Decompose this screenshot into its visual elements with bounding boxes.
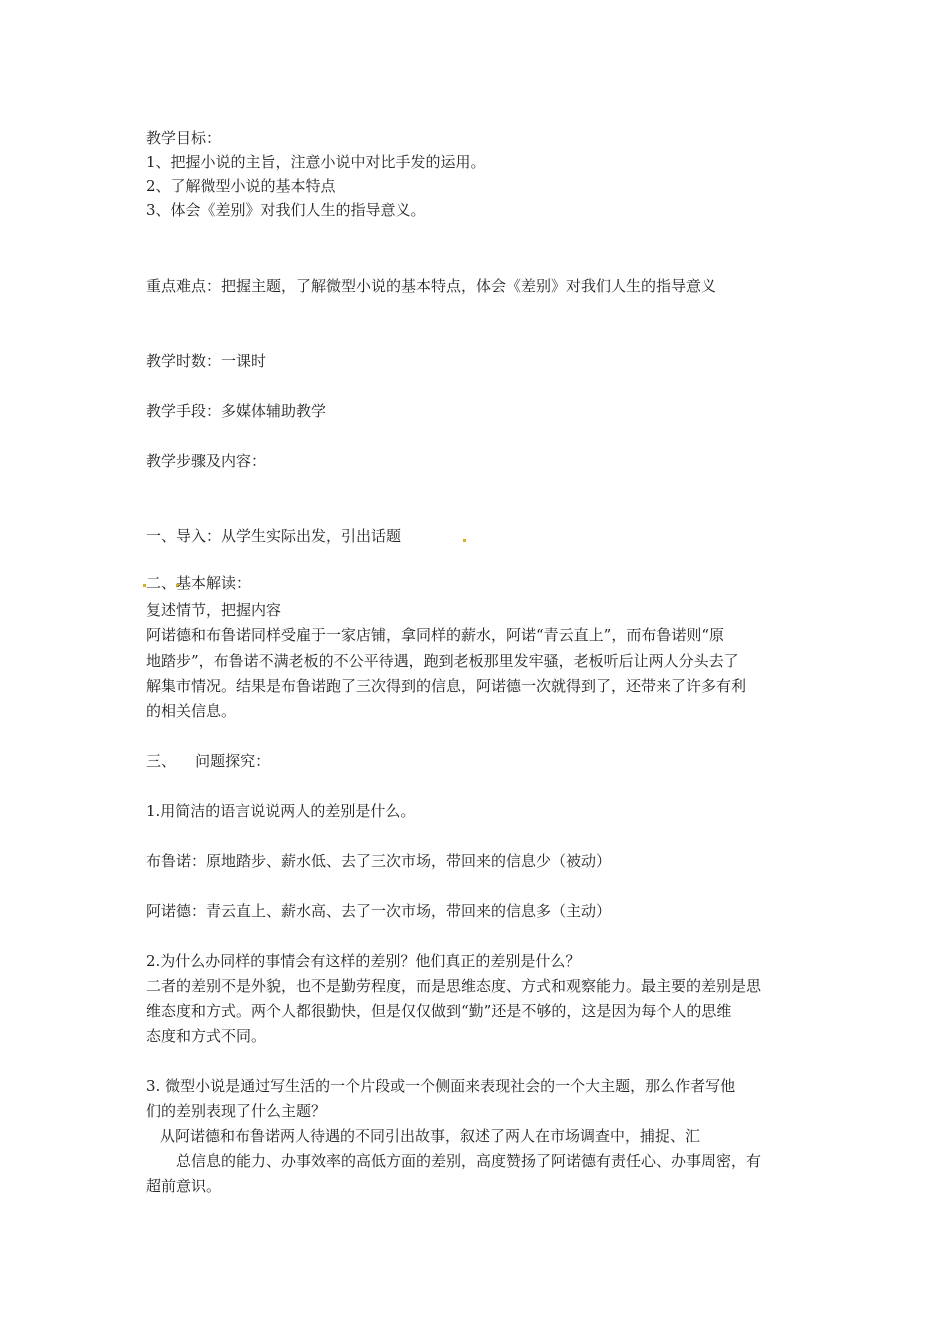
marker-dot bbox=[463, 539, 466, 542]
answer-3-line: 超前意识。 bbox=[146, 1177, 222, 1195]
key-points: 重点难点：把握主题，了解微型小说的基本特点，体会《差别》对我们人生的指导意义 bbox=[146, 277, 717, 295]
class-hours: 教学时数：一课时 bbox=[146, 352, 267, 370]
question-3-line: 们的差别表现了什么主题？ bbox=[146, 1102, 327, 1120]
objectives-heading: 教学目标： bbox=[146, 129, 222, 147]
plot-summary-line: 阿诺德和布鲁诺同样受雇于一家店铺，拿同样的薪水，阿诺“青云直上”，而布鲁诺则“原 bbox=[146, 626, 725, 644]
section-3-heading: 三、 问题探究： bbox=[146, 752, 271, 770]
answer-3-line: 总信息的能力、办事效率的高低方面的差别，高度赞扬了阿诺德有责任心、办事周密，有 bbox=[176, 1152, 762, 1170]
arnold-answer: 阿诺德：青云直上、薪水高、去了一次市场，带回来的信息多（主动） bbox=[146, 902, 612, 920]
steps-heading: 教学步骤及内容： bbox=[146, 452, 267, 470]
section-2-heading: 二、基本解读： bbox=[146, 574, 252, 592]
question-1: 1.用简洁的语言说说两人的差别是什么。 bbox=[146, 802, 416, 820]
objective-item: 1、把握小说的主旨，注意小说中对比手发的运用。 bbox=[146, 153, 486, 171]
answer-2-line: 二者的差别不是外貌，也不是勤劳程度，而是思维态度、方式和观察能力。最主要的差别是思 bbox=[146, 977, 762, 995]
objective-item: 3、体会《差别》对我们人生的指导意义。 bbox=[146, 201, 426, 219]
section-1-heading: 一、导入：从学生实际出发，引出话题 bbox=[146, 527, 402, 545]
answer-3-line: 从阿诺德和布鲁诺两人待遇的不同引出故事，叙述了两人在市场调查中，捕捉、汇 bbox=[160, 1127, 701, 1145]
plot-summary-line: 的相关信息。 bbox=[146, 702, 237, 720]
question-3-line: 3. 微型小说是通过写生活的一个片段或一个侧面来表现社会的一个大主题，那么作者写他 bbox=[146, 1077, 736, 1095]
answer-2-line: 态度和方式不同。 bbox=[146, 1027, 267, 1045]
plot-summary-line: 解集市情况。结果是布鲁诺跑了三次得到的信息，阿诺德一次就得到了，还带来了许多有利 bbox=[146, 677, 747, 695]
bruno-answer: 布鲁诺：原地踏步、薪水低、去了三次市场，带回来的信息少（被动） bbox=[146, 852, 612, 870]
teaching-means: 教学手段：多媒体辅助教学 bbox=[146, 402, 327, 420]
answer-2-line: 维态度和方式。两个人都很勤快，但是仅仅做到“勤”还是不够的，这是因为每个人的思维 bbox=[146, 1002, 732, 1020]
question-2: 2.为什么办同样的事情会有这样的差别？他们真正的差别是什么？ bbox=[146, 952, 581, 970]
plot-summary-line: 地踏步”，布鲁诺不满老板的不公平待遇，跑到老板那里发牢骚，老板听后让两人分头去了 bbox=[146, 652, 739, 670]
objective-item: 2、了解微型小说的基本特点 bbox=[146, 177, 336, 195]
section-2-subheading: 复述情节，把握内容 bbox=[146, 601, 282, 619]
